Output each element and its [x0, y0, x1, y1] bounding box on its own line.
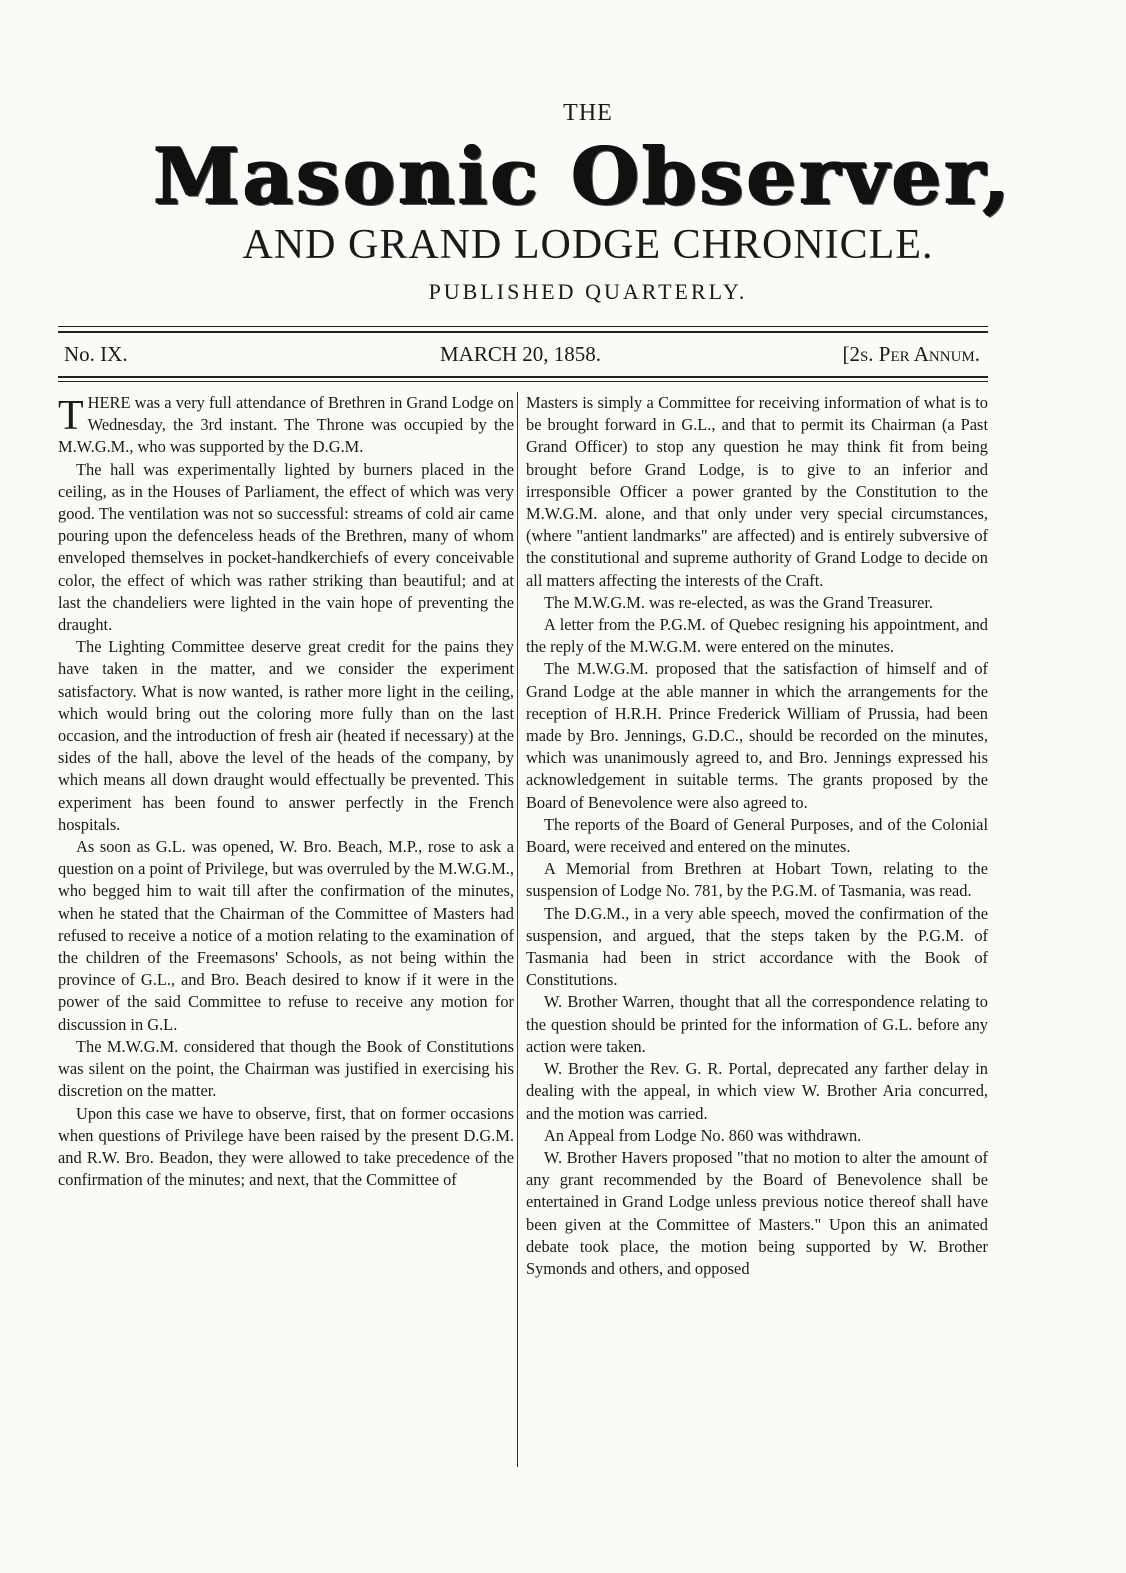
masthead-subtitle: AND GRAND LODGE CHRONICLE. [242, 222, 934, 268]
right-column [526, 392, 988, 1280]
right-paragraph-11: W. Brother Havers proposed "that no motion to alter the amount of any grant recommended by the Board of Benevolence shall be entertained in Grand Lodge unless previous notice thereof shall have been given at the Committee of Masters." Upon this an animated debate took place, the motion being supported by W. Brother Symonds and others, and opposed [526, 1147, 988, 1278]
masthead-the: THE [563, 100, 613, 126]
column-divider [517, 392, 518, 1467]
top-rule [58, 326, 988, 327]
issue-number: No. IX. [64, 342, 128, 366]
right-paragraph-8: W. Brother Warren, thought that all the correspondence relating to the question should be printed for the information of G.L. before any action were taken. [526, 992, 988, 1056]
masthead-title: Masonic Observer, [153, 131, 1013, 222]
top-rule-thick [58, 331, 988, 333]
right-paragraph-3: A letter from the P.G.M. of Quebec resigning his appointment, and the reply of the M.W.G.M. were entered on the minutes. [526, 615, 988, 657]
left-paragraph-6: Upon this case we have to observe, first, that on former occasions when questions of Privilege have been raised by the present D.G.M. and R.W. Bro. Beadon, they were allowed to take precedence of the confirmation of the minutes; and next, that the Committee of [58, 1103, 514, 1190]
bottom-rule [58, 381, 988, 382]
issue-bar [58, 340, 988, 370]
right-paragraph-6: A Memorial from Brethren at Hobart Town, relating to the suspension of Lodge No. 781, by the P.G.M. of Tasmania, was read. [526, 859, 988, 901]
right-paragraph-4: The M.W.G.M. proposed that the satisfaction of himself and of Grand Lodge at the able manner in which the arrangements for the reception of H.R.H. Prince Frederick William of Prussia, had been made by Bro. Jennings, G.D.C., should be recorded on the minutes, which was unanimously agreed to, and Bro. Jennings expressed his acknowledgement in suitable terms. The grants proposed by the Board of Benevolence were also agreed to. [526, 659, 988, 812]
issue-date: MARCH 20, 1858. [440, 342, 602, 366]
left-paragraph-4: As soon as G.L. was opened, W. Bro. Beach, M.P., rose to ask a question on a point of Privilege, but was overruled by the M.W.G.M., who begged him to wait till after the confirmation of the minutes, when he stated that the Chairman of the Committee of Masters had refused to receive a notice of a motion relating to the examination of the children of the Freemasons' Schools, as not being within the province of G.L., and Bro. Beach desired to know if it were in the power of the said Committee to refuse to receive any motion for discussion in G.L. [58, 837, 514, 1034]
right-paragraph-9: W. Brother the Rev. G. R. Portal, deprecated any farther delay in dealing with the appeal, in which view W. Brother Aria concurred, and the motion was carried. [526, 1059, 988, 1123]
right-paragraph-10: An Appeal from Lodge No. 860 was withdrawn. [544, 1125, 862, 1145]
left-paragraph-1 [58, 392, 514, 459]
issue-price: [2s. Per Annum. [842, 342, 980, 366]
left-paragraph-3: The Lighting Committee deserve great credit for the pains they have taken in the matter, and we consider the experiment satisfactory. What is now wanted, is rather more light in the ceiling, which would bring out the coloring more fully than on the last occasion, and the introduction of fresh air (heated if necessary) at the sides of the hall, above the level of the heads of the company, by which means all down draught would effectually be prevented. This experiment has been found to answer perfectly in the French hospitals. [58, 637, 514, 834]
masthead-frequency: PUBLISHED QUARTERLY. [428, 279, 748, 304]
left-column [58, 392, 514, 1191]
left-paragraph-1-text: HERE was a very full attendance of Brethren in Grand Lodge on Wednesday, the 3rd instant. The Throne was occupied by the M.W.G.M., who was supported by the D.G.M. [58, 393, 514, 457]
bottom-rule-thick [58, 376, 988, 378]
drop-cap: T [58, 393, 84, 439]
right-paragraph-2: The M.W.G.M. was re-elected, as was the Grand Treasurer. [544, 592, 934, 612]
masthead [0, 100, 1126, 305]
left-paragraph-5: The M.W.G.M. considered that though the Book of Constitutions was silent on the point, the Chairman was justified in exercising his discretion on the matter. [58, 1036, 514, 1101]
right-paragraph-7: The D.G.M., in a very able speech, moved the confirmation of the suspension, and argued, that the steps taken by the P.G.M. of Tasmania had been in strict accordance with the Book of Constitutions. [526, 903, 988, 990]
left-paragraph-2: The hall was experimentally lighted by burners placed in the ceiling, as in the Houses of Parliament, the effect of which was very good. The ventilation was not so successful: streams of cold air came pouring upon the defenceless heads of the Brethren, many of whom enveloped themselves in pocket-handkerchiefs of every conceivable color, the effect of which was rather striking than beautiful; and at last the chandeliers were lighted in the vain hope of preventing the draught. [58, 459, 514, 635]
right-paragraph-1: Masters is simply a Committee for receiving information of what is to be brought forward in G.L., and that to permit its Chairman (a Past Grand Officer) to stop any question he may think fit from being brought before Grand Lodge, is to give to an inferior and irresponsible Officer a power granted by the Constitution to the M.W.G.M. alone, and that only under very special circumstances, (where "antient landmarks" are affected) and is entirely subversive of the constitutional and supreme authority of Grand Lodge to decide on all matters affecting the interests of the Craft. [526, 393, 988, 590]
right-paragraph-5: The reports of the Board of General Purposes, and of the Colonial Board, were received and entered on the minutes. [526, 814, 988, 857]
